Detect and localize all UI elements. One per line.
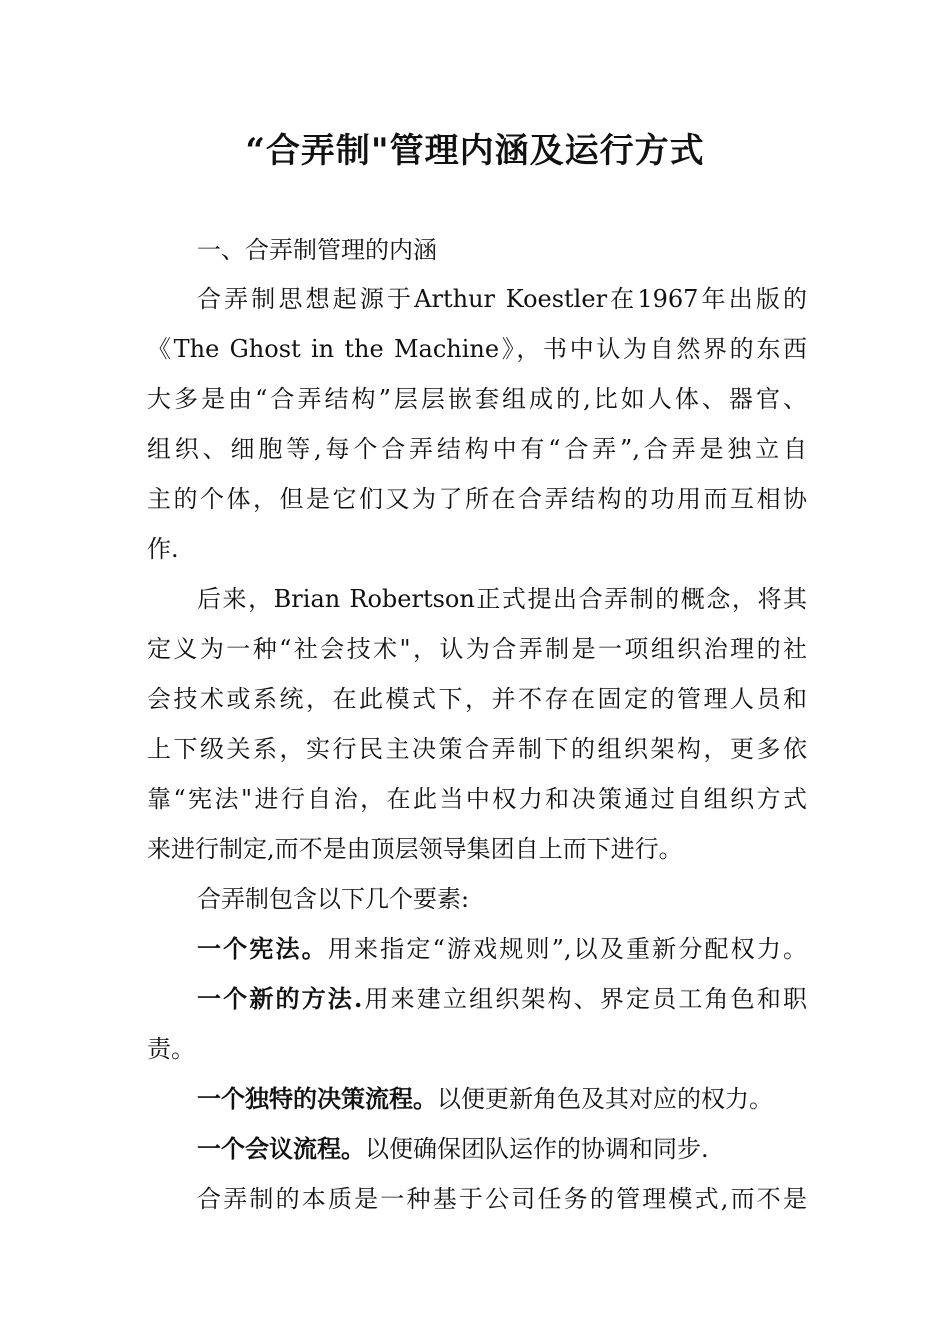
element-text: 以便更新角色及其对应的权力。 [437, 1085, 773, 1113]
element-title: 一个会议流程。 [197, 1134, 365, 1163]
element-text: 用来建立组织架构、界定员工角色和职 [362, 985, 807, 1013]
paragraph-line: 上下级关系，实行民主决策合弄制下的组织架构，更多依 [147, 735, 807, 763]
element-title: 一个新的方法. [197, 984, 363, 1013]
element-item [197, 1124, 807, 1174]
element-item [197, 974, 807, 1024]
paragraph-line: 主的个体，但是它们又为了所在合弄结构的功用而互相协 [147, 485, 807, 513]
element-title: 一个宪法。 [197, 934, 328, 963]
element-title: 一个独特的决策流程。 [197, 1084, 437, 1113]
paragraph-line: 合弄制思想起源于Arthur Koestler在1967年出版的 [197, 285, 807, 313]
paragraph-line: 大多是由“合弄结构”层层嵌套组成的,比如人体、器官、 [147, 385, 807, 413]
section-heading: 一、合弄制管理的内涵 [197, 236, 437, 264]
paragraph-line: 会技术或系统，在此模式下，并不存在固定的管理人员和 [147, 685, 807, 713]
paragraph-line: 定义为一种“社会技术"，认为合弄制是一项组织治理的社 [147, 635, 807, 663]
paragraph-line: 后来，Brian Robertson正式提出合弄制的概念，将其 [197, 585, 807, 613]
paragraph-line: 合弄制的本质是一种基于公司任务的管理模式,而不是 [197, 1185, 807, 1213]
paragraph-line: 组织、细胞等,每个合弄结构中有“合弄”,合弄是独立自 [147, 435, 807, 463]
paragraph-line: 合弄制包含以下几个要素: [197, 885, 470, 913]
paragraph-line: 作. [147, 535, 179, 563]
document-title: “合弄制"管理内涵及运行方式 [245, 131, 705, 171]
paragraph-line: 来进行制定,而不是由顶层领导集团自上而下进行。 [147, 835, 683, 863]
element-item [197, 924, 807, 974]
element-text: 用来指定“游戏规则”,以及重新分配权力。 [327, 935, 807, 963]
paragraph-line: 《The Ghost in the Machine》，书中认为自然界的东西 [147, 335, 807, 363]
element-continuation: 责。 [147, 1035, 195, 1063]
paragraph-line: 靠“宪法"进行自治，在此当中权力和决策通过自组织方式 [147, 785, 807, 813]
element-text: 以便确保团队运作的协调和同步. [365, 1135, 709, 1163]
element-item [197, 1074, 807, 1124]
